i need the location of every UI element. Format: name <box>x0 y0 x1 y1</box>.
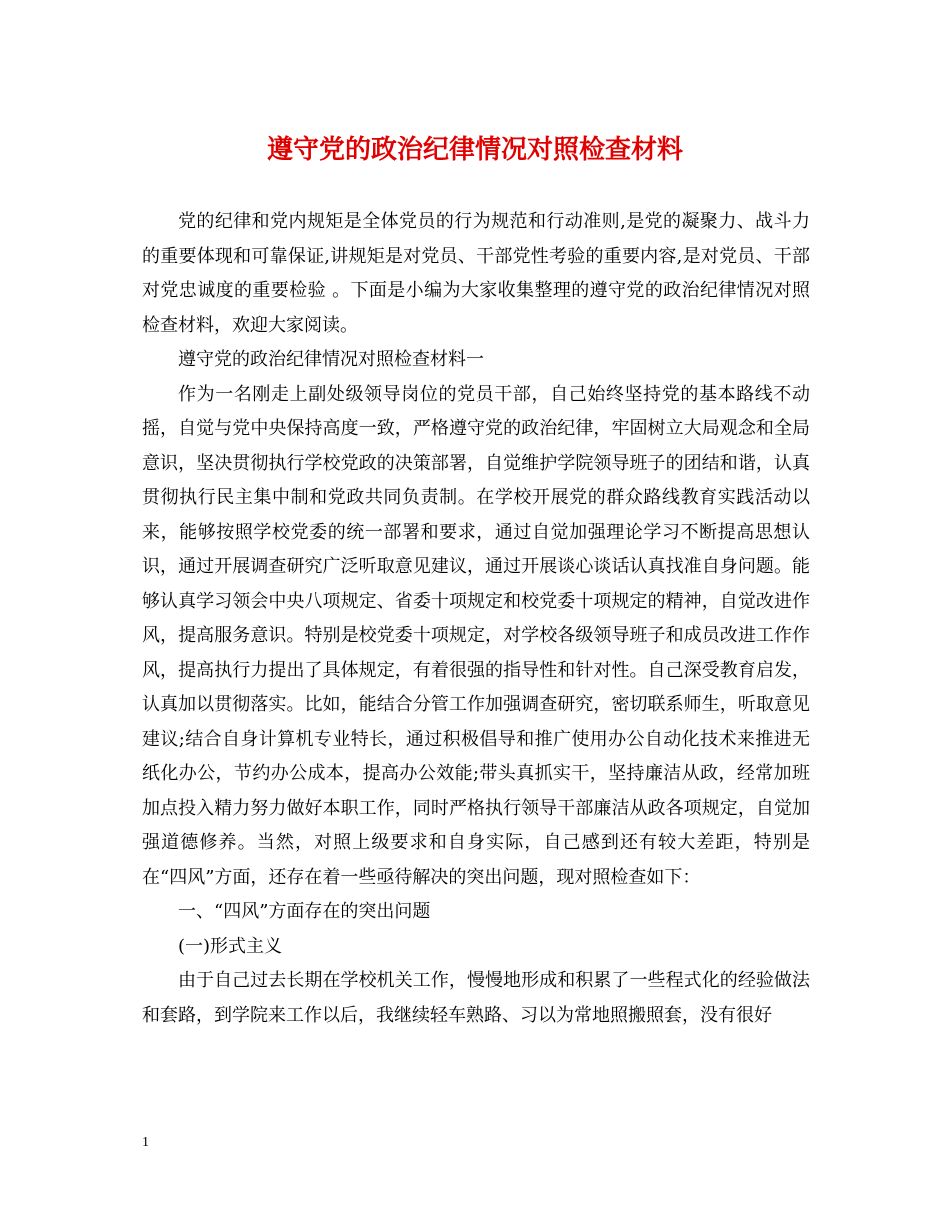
paragraph-heading-problems: 一、“四风”方面存在的突出问题 <box>178 901 431 922</box>
page-number: 1 <box>142 1135 149 1150</box>
paragraph-formalism-text: 由于自己过去长期在学校机关工作，慢慢地形成和积累了一些程式化的经验做法和套路，到学院来工作以后，我继续轻车熟路、习以为常地照搬照套，没有很好 <box>142 970 810 1026</box>
paragraph-intro: 党的纪律和党内规矩是全体党员的行为规范和行动准则,是党的凝聚力、战斗力的重要体现和可靠保证,讲规矩是对党员、干部党性考验的重要内容,是对党员、干部对党忠诚度的重要检验 。下面是小编为大家收集整理的遵守党的政治纪律情况对照检查材料，欢迎大家阅读。 <box>142 211 810 336</box>
paragraph-heading-formalism: (一)形式主义 <box>178 935 283 957</box>
paragraph-section-heading: 遵守党的政治纪律情况对照检查材料一 <box>178 349 484 370</box>
document-body <box>142 205 810 1033</box>
document-title: 遵守党的政治纪律情况对照检查材料 <box>266 135 683 165</box>
paragraph-main: 作为一名刚走上副处级领导岗位的党员干部，自己始终坚持党的基本路线不动摇，自觉与党中央保持高度一致，严格遵守党的政治纪律，牢固树立大局观念和全局意识，坚决贯彻执行学校党政的决策部署，自觉维护学院领导班子的团结和谐，认真贯彻执行民主集中制和党政共同负责制。在学校开展党的群众路线教育实践活动以来，能够按照学校党委的统一部署和要求，通过自觉加强理论学习不断提高思想认识，通过开展调查研究广泛听取意见建议，通过开展谈心谈话认真找准自身问题。能够认真学习领会中央八项规定、省委十项规定和校党委十项规定的精神，自觉改进作风，提高服务意识。特别是校党委十项规定，对学校各级领导班子和成员改进工作作风，提高执行力提出了具体规定，有着很强的指导性和针对性。自己深受教育启发，认真加以贯彻落实。比如，能结合分管工作加强调查研究，密切联系师生，听取意见建议;结合自身计算机专业特长，通过积极倡导和推广使用办公自动化技术来推进无纸化办公，节约办公成本，提高办公效能;带头真抓实干，坚持廉洁从政，经常加班加点投入精力努力做好本职工作，同时严格执行领导干部廉洁从政各项规定，自觉加强道德修养。当然，对照上级要求和自身实际，自己感到还有较大差距，特别是在“四风”方面，还存在着一些亟待解决的突出问题，现对照检查如下： <box>142 383 810 888</box>
